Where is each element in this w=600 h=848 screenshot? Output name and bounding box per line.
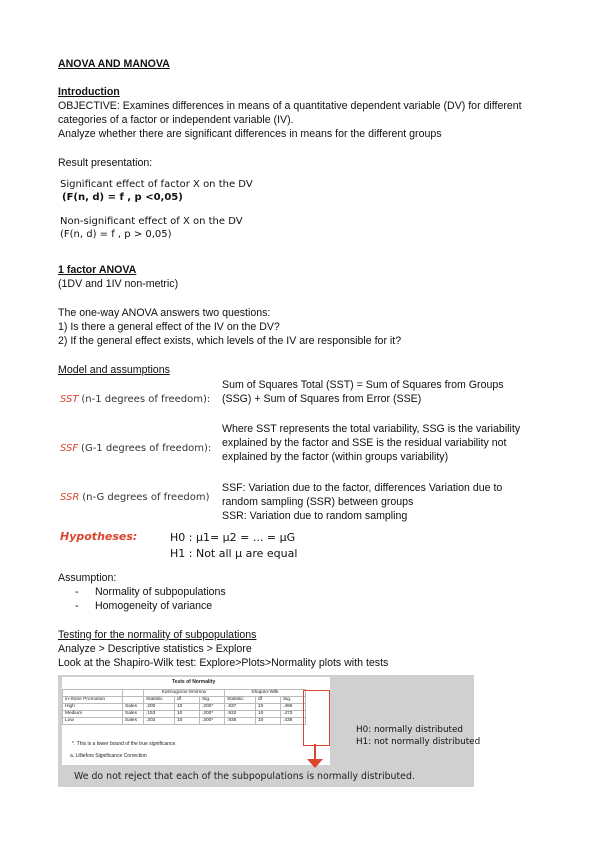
group-header-ks: Kolmogorov-Smirnov: [144, 690, 225, 697]
h1-note: H1: not normally distributed: [356, 737, 481, 747]
table-cell: .200*: [200, 718, 225, 725]
sig-effect-line: Significant effect of factor X on the DV: [60, 179, 253, 190]
table-footnote-1: *. This is a lower bound of the true significance.: [72, 741, 177, 747]
table-cell: High: [63, 704, 123, 711]
normality-line-1: Analyze > Descriptive statistics > Explore: [58, 643, 252, 655]
table-cell: Sales: [123, 718, 144, 725]
anova-subtitle: (1DV and 1IV non-metric): [58, 278, 179, 290]
table-cell: .496: [281, 704, 306, 711]
table-cell: .202: [144, 718, 175, 725]
sig-effect-formula: (F(n, d) = f , p <0,05): [62, 192, 183, 203]
col-header: Sig.: [200, 697, 225, 704]
list-item: - Homogeneity of variance: [75, 600, 226, 614]
sst-text-2: (SSG) + Sum of Squares from Error (SSE): [222, 393, 422, 405]
table-cell: .473: [281, 711, 306, 718]
ssr-text-2: random sampling (SSR) between groups: [222, 496, 414, 508]
table-cell: .200*: [200, 711, 225, 718]
col-factor-header: in-Store Promotion: [63, 697, 123, 704]
table-cell: Sales: [123, 711, 144, 718]
assumption-list: [75, 586, 226, 613]
anova-heading: 1 factor ANOVA: [58, 264, 137, 276]
table-cell: 10: [175, 704, 200, 711]
col-header: Sig.: [281, 697, 306, 704]
page-title: ANOVA AND MANOVA: [58, 58, 170, 70]
null-hypothesis: H0 : μ1= μ2 = ... = μG: [170, 531, 296, 544]
table-cell: Sales: [123, 704, 144, 711]
ssr-label: SSR: [60, 492, 80, 503]
table-cell: .932: [225, 711, 256, 718]
table-row: [63, 704, 306, 711]
table-cell: [123, 690, 144, 697]
ssr-df: (n-G degrees of freedom): [82, 492, 210, 503]
table-cell: 10: [256, 718, 281, 725]
ssr-text-1: SSF: Variation due to the factor, differences Variation due to: [222, 482, 503, 494]
intro-line-3: Analyze whether there are significant differences in means for the different groups: [58, 128, 442, 140]
conclusion-text: We do not reject that each of the subpopulations is normally distributed.: [74, 771, 415, 782]
table-cell: .200*: [200, 704, 225, 711]
normality-line-2: Look at the Shapiro-Wilk test: Explore>Plots>Normality plots with tests: [58, 657, 389, 669]
sst-df: (n-1 degrees of freedom):: [81, 394, 211, 405]
group-header-sw: Shapiro-Wilk: [225, 690, 306, 697]
col-header: Statistic: [225, 697, 256, 704]
intro-heading: Introduction: [58, 86, 120, 98]
ssf-text-1: Where SST represents the total variability, SSG is the variability: [222, 423, 521, 435]
table-cell: Low: [63, 718, 123, 725]
col-var-header: [123, 697, 144, 704]
nonsig-effect-line: Non-significant effect of X on the DV: [60, 216, 243, 227]
table-footnote-2: a. Lilliefors Significance Correction: [70, 753, 147, 759]
normality-heading: Testing for the normality of subpopulations: [58, 629, 257, 641]
table-cell: .200: [144, 704, 175, 711]
anova-question-2: 2) If the general effect exists, which levels of the IV are responsible for it?: [58, 335, 402, 347]
table-cell: 10: [256, 704, 281, 711]
sst-row: [60, 393, 210, 407]
table-cell: Medium: [63, 711, 123, 718]
intro-line-2: categories of a factor or independent variable (IV).: [58, 114, 294, 126]
col-header: Statistic: [144, 697, 175, 704]
model-heading: Model and assumptions: [58, 364, 170, 376]
ssf-label: SSF: [60, 443, 79, 454]
sig-column-highlight: [303, 690, 330, 746]
table-cell: .937: [225, 704, 256, 711]
table-cell: 10: [175, 711, 200, 718]
ssf-text-3: explained by the factor (within groups variability): [222, 451, 449, 463]
table-cell: 10: [256, 711, 281, 718]
table-cell: .935: [225, 718, 256, 725]
table-cell: [63, 690, 123, 697]
ssr-text-3: SSR: Variation due to random sampling: [222, 510, 408, 522]
result-label: Result presentation:: [58, 157, 153, 169]
table-cell: 10: [175, 718, 200, 725]
table-cell: .438: [281, 718, 306, 725]
list-item: - Normality of subpopulations: [75, 586, 226, 600]
anova-question-intro: The one-way ANOVA answers two questions:: [58, 307, 271, 319]
col-header: df: [175, 697, 200, 704]
col-header: df: [256, 697, 281, 704]
table-title: Tests of Normality: [172, 679, 216, 685]
arrow-head-icon: [307, 759, 323, 768]
down-arrow-icon: [314, 744, 316, 760]
h0-note: H0: normally distributed: [356, 725, 463, 735]
table-row: [63, 718, 306, 725]
assumption-label: Assumption:: [58, 572, 117, 584]
ssf-df: (G-1 degrees of freedom):: [81, 443, 212, 454]
nonsig-effect-formula: (F(n, d) = f , p > 0,05): [60, 229, 172, 240]
hypotheses-label: Hypotheses:: [60, 530, 138, 543]
sst-text-1: Sum of Squares Total (SST) = Sum of Squares from Groups: [222, 379, 504, 391]
ssr-row: [60, 491, 209, 505]
normality-table: [62, 689, 306, 725]
sst-label: SST: [60, 394, 79, 405]
ssf-text-2: explained by the factor and SSE is the residual variability not: [222, 437, 507, 449]
table-row: [63, 711, 306, 718]
anova-question-1: 1) Is there a general effect of the IV on the DV?: [58, 321, 280, 333]
table-cell: .153: [144, 711, 175, 718]
alt-hypothesis: H1 : Not all μ are equal: [170, 547, 298, 560]
tests-of-normality-table: [62, 677, 330, 765]
intro-line-1: OBJECTIVE: Examines differences in means of a quantitative dependent variable (DV) for different: [58, 100, 522, 112]
ssf-row: [60, 442, 211, 456]
